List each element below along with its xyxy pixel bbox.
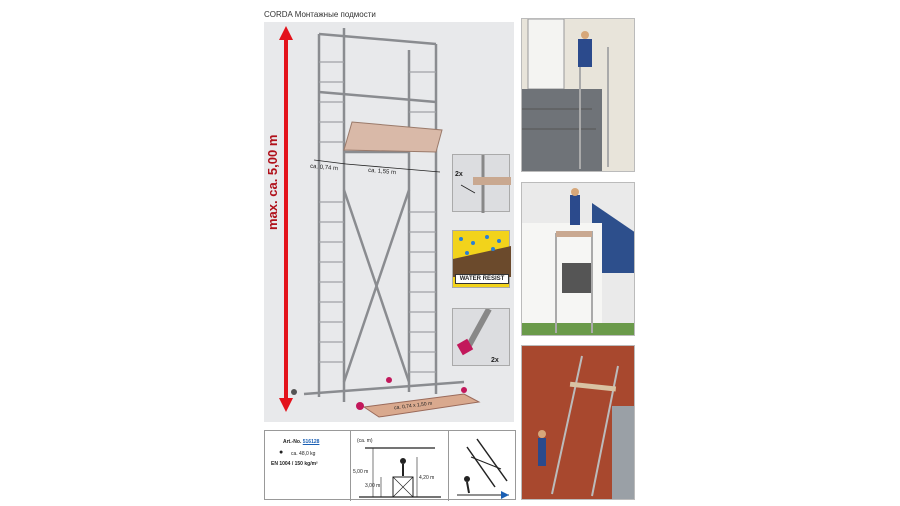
wheel-icon [356,402,364,410]
wheel-detail-drawing [453,309,511,367]
inset-1-label: 2x [455,171,463,178]
house-photo [522,183,635,336]
entrance-photo [522,19,635,172]
working-height-value: 4,20 m [419,475,435,481]
total-height-value: 5,00 m [353,469,369,475]
weight-icon: ● [279,449,284,456]
inset-water-resist [452,230,510,288]
brick-photo [522,346,635,500]
photo-house-exterior [521,182,635,336]
photo-entrance-stairs [521,18,635,172]
wheel-icon [461,387,467,393]
wheel-icon [386,377,392,383]
scaffold-frame [304,28,464,402]
page-title: CORDA Монтажные подмости [264,10,376,19]
plank-label: ca. 0,74 x 1,50 m [393,400,433,412]
tilt-icon [449,431,515,501]
inset-hook-detail [452,154,510,212]
platform-plank [344,122,442,152]
inset-wheel-detail [452,308,510,366]
norm-value: EN 1004 / 150 kg/m² [271,461,318,467]
weight-value: ca. 48,0 kg [291,451,316,457]
spec-cell-tilt [449,431,515,501]
hook-detail-drawing [453,155,511,213]
platform-height-value: 3,00 m [365,483,381,489]
spec-table [264,430,516,500]
unit-label: (ca. m) [357,438,373,444]
art-number-link[interactable]: 516128 [302,439,320,445]
water-resist-badge: WATER RESIST [455,274,509,284]
spec-cell-product [265,431,351,501]
height-label: max. ca. 5,00 m [265,134,280,230]
art-number-label: Art.-No. 516128 [283,439,320,445]
width-small-label: ca. 0,74 m [309,163,339,173]
wheel-icon [291,389,297,395]
photo-brick-wall [521,345,635,500]
spec-cell-dimensions [351,431,449,501]
width-large-label: ca. 1,55 m [367,167,397,177]
dimension-diagram [351,431,449,501]
height-arrow [279,26,293,412]
inset-3-label: 2x [491,357,499,364]
ladder-rungs [319,62,436,372]
